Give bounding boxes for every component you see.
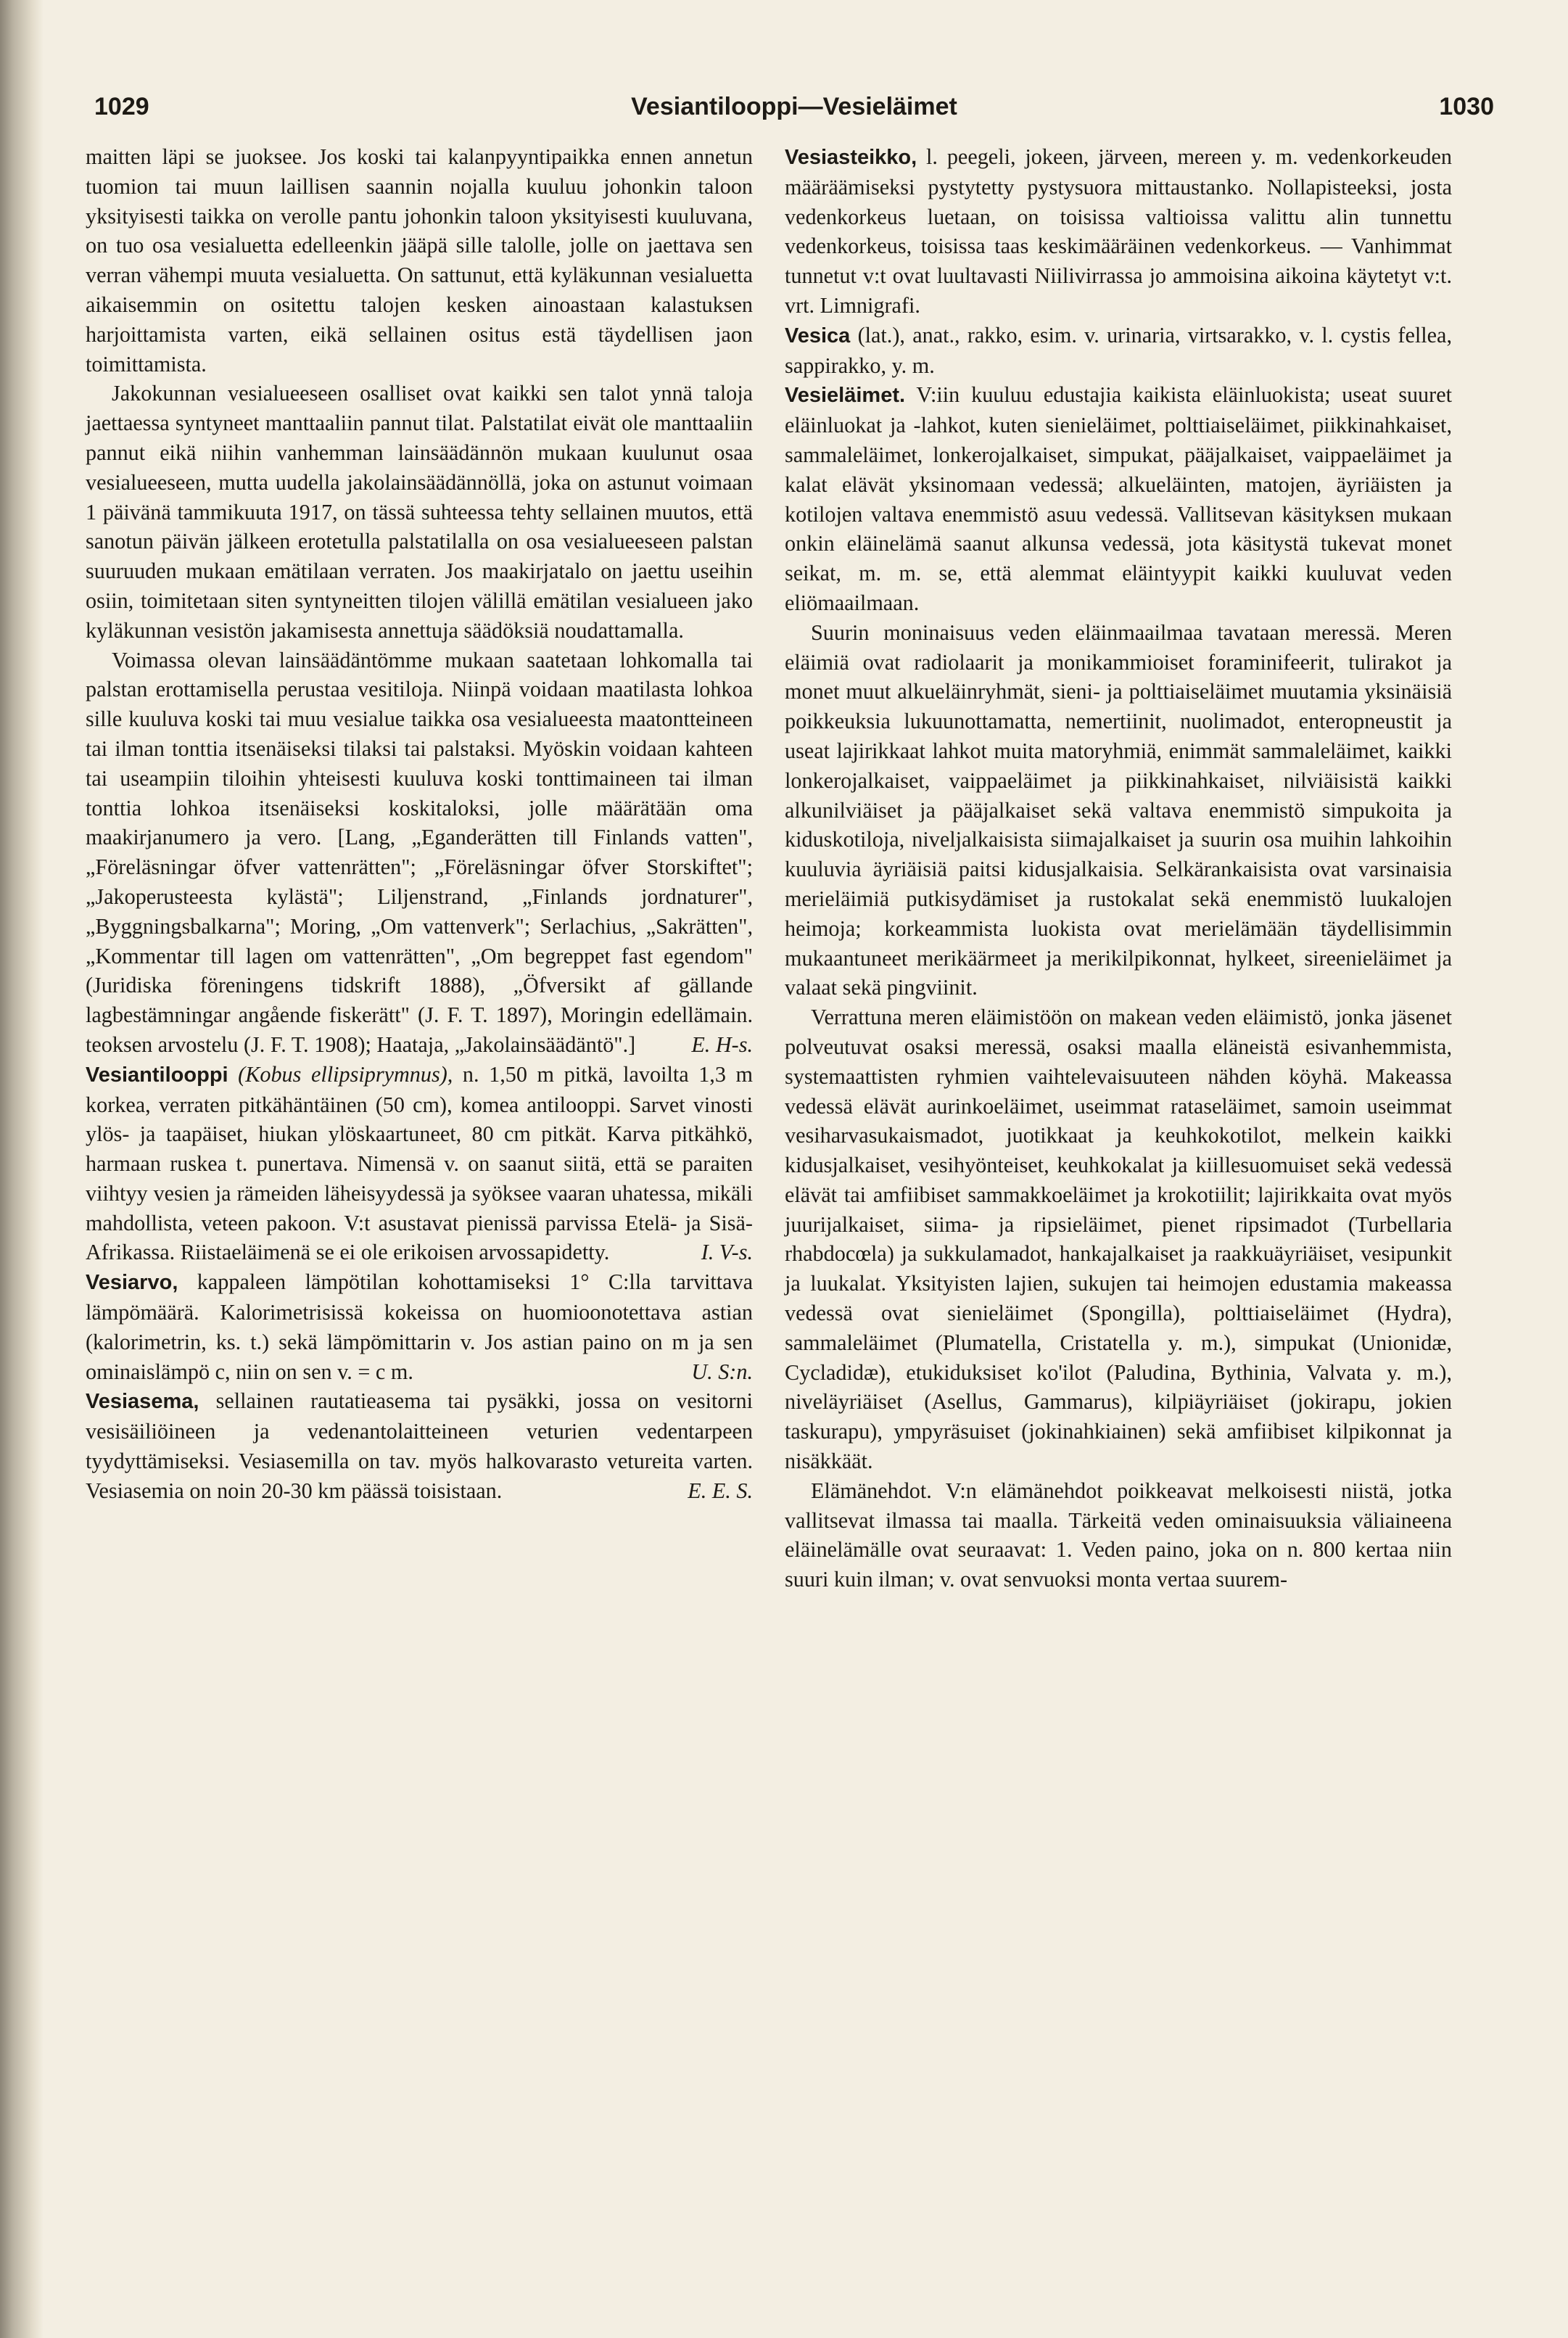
paragraph <box>86 646 753 1060</box>
entry-vesica <box>785 321 1452 381</box>
paragraph-text: Voimassa olevan lainsäädäntömme mukaan saatetaan lohkomalla tai palstan erottamisella perustaa vesitiloja. Niinpä voidaan maatilasta lohkoa sille kuuluva koski tai muu vesialue taikka osa vesialueesta maatontteineen tai ilman tonttia itsenäiseksi tilaksi tai palstaksi. Myöskin voidaan kahteen tai useampiin tiloihin yhteisesti kuuluva koski tonttimaineen tai ilman tonttia lohkoa itsenäiseksi koskitaloksi, jolle määrätään oma maakirjanumero ja vero. [Lang, „Eganderätten till Finlands vatten", „Föreläsningar öfver vattenrätten"; „Föreläsningar öfver Storskiftet"; „Jakoperusteesta kylästä"; Liljenstrand, „Finlands jordnaturer", „Byggningsbalkarna"; Moring, „Om vattenverk"; Serlachius, „Sakrätten", „Kommentar till lagen om vattenrätten", „Om begreppet fast egendom" (Juridiska föreningens tidskrift 1888), „Öfversikt af gällande lagbestämningar angående fiskerätt" (J. F. T. 1897), Moringin edellämain. teoksen arvostelu (J. F. T. 1908); Haataja, „Jakolainsäädäntö".] <box>86 647 753 1057</box>
entry-text: kappaleen lämpötilan kohottamiseksi 1° C:lla tarvittava lämpömäärä. Kalorimetrisissä kokeissa on huomioonotettava astian (kalorimetrin, ks. t.) sekä lämpömittarin v. Jos astian paino on m ja sen ominaislämpö c, niin on sen v. = c m. <box>86 1269 753 1384</box>
paragraph: Elämänehdot. V:n elämänehdot poikkeavat melkoisesti niistä, jotka vallitsevat ilmassa tai maalla. Tärkeitä veden ominaisuuksia väliaineena eläinelämälle ovat seuraavat: 1. Veden paino, joka on n. 800 kertaa niin suuri kuin ilman; v. ovat senvuoksi monta vertaa suurem- <box>785 1478 1452 1592</box>
entry-headword: Vesiasteikko, <box>785 146 917 169</box>
entry-vesiantilooppi <box>86 1060 753 1268</box>
paragraph: Jakokunnan vesialueeseen osalliset ovat kaikki sen talot ynnä taloja jaettaessa syntyneet manttaaliin pannut tilat. Palstatilat eivät ole manttaaliin pannut eikä niihin vanhemman lainsäädännön mukaan kuulunut osaa vesialueeseen, mutta uudella jakolainsäädännöllä, joka on astunut voimaan 1 päivänä tammikuuta 1917, on tässä suhteessa tehty sellainen muutos, että sanotun päivän jälkeen erotetulla palstatilalla on osa vesialueeseen palstan suuruuden mukaan emätilaan verraten. Jos maakirjatalo on jaettu useihin osiin, toimitetaan siten syntyneitten tilojen välillä emätilan vesialueen jako kyläkunnan vesistön jakamisesta annettuja säädöksiä noudattamalla. <box>86 381 753 643</box>
entry-headword: Vesieläimet. <box>785 384 906 408</box>
entry-vesiasteikko <box>785 142 1452 321</box>
entry-text: l. peegeli, jokeen, järveen, mereen y. m. vedenkorkeuden määräämiseksi pystytetty pystysuora mittaustanko. Nollapisteeksi, josta vedenkorkeus luetaan, on toisissa valtioissa valittu alin tunnettu vedenkorkeus, toisissa taas keskimääräinen vedenkorkeus. — Vanhimmat tunnetut v:t ovat luultavasti Niilivirrassa jo ammoisina aikoina käytetyt v:t. vrt. Limnigrafi. <box>785 144 1453 318</box>
entry-text: V:iin kuuluu edustajia kaikista eläinluokista; useat suuret eläinluokat ja -lahkot, kuten sienieläimet, polttiaiseläimet, piikkinahkaiset, sammaleläimet, lonkerojalkaiset, simpukat, pääjalkaiset, vaippaeläimet ja kalat elävät yksinomaan vedessä; alkueläinten, matojen, äyriäisten ja kotilojen valtava enemmistö asuu vedessä. Vallitsevan käsityksen mukaan onkin eläinelämä saanut alkunsa vedessä, jota käsitystä tukevat monet seikat, m. m. se, että alemmat eläintyypit kaikki kuuluvat veden eliömaailmaan. <box>785 382 1452 615</box>
entry-headword: Vesiarvo, <box>86 1271 178 1295</box>
right-column <box>785 142 1452 1594</box>
left-column <box>86 142 753 1506</box>
entry-vesiarvo <box>86 1267 753 1386</box>
paragraph: maitten läpi se juoksee. Jos koski tai kalanpyyntipaikka ennen annetun tuomion tai muun laillisen saannin nojalla kuuluu johonkin taloon yksityisesti taikka on verolle pantu johonkin taloon yksityisesti kuuluvana, on tuo osa vesialuetta edelleenkin jääpä sille talolle, jolle on jaettava sen verran vähempi muuta vesialuetta. On sattunut, että kyläkunnan vesialuetta aikaisemmin on ositettu talojen kesken ainoastaan kalastuksen harjoittamista varten, eikä sellainen ositus estä täydellisen jaon toimittamista. <box>86 144 753 376</box>
running-header <box>94 93 1494 129</box>
entry-latin-name: (Kobus ellipsiprymnus), <box>238 1061 453 1087</box>
entry-text: n. 1,50 m pitkä, lavoilta 1,3 m korkea, verraten pitkähäntäinen (50 cm), komea antilooppi. Sarvet vinosti ylös- ja taapäiset, hiukan ylöskaartuneet, 80 cm pitkät. Karva pitkähkö, harmaan ruskea t. punertava. Nimensä v. on saanut siitä, että se paraiten viihtyy vesien ja rämeiden läheisyydessä ja syöksee vaaran uhatessa, mikäli mahdollista, veteen pakoon. V:t asustavat pienissä parvissa Etelä- ja Sisä-Afrikassa. Riistaeläimenä se ei ole erikoisen arvossapidetty. <box>86 1061 753 1265</box>
author-signature: E. E. S. <box>688 1478 753 1503</box>
author-signature: U. S:n. <box>691 1359 753 1384</box>
entry-text: sellainen rautatieasema tai pysäkki, jossa on vesitorni vesisäiliöineen ja vedenantolaitteineen veturien vedentarpeen tyydyttämiseksi. Vesiasemilla on tav. myös halkovarasto vetureita varten. Vesiasemia on noin 20-30 km päässä toisistaan. <box>86 1388 753 1503</box>
book-binding-shadow <box>0 0 44 2338</box>
paragraph: Suurin moninaisuus veden eläinmaailmaa tavataan meressä. Meren eläimiä ovat radiolaarit ja monikammioiset foraminifeerit, tulirakot ja monet muut alkueläinryhmät, sieni- ja polttiaiseläimet muutamia yksinäisiä poikkeuksia lukuunottamatta, nemertiinit, nuolimadot, enteropneustit ja useat lajirikkaat lahkot muita matoryhmiä, enimmät sammaleläimet, kaikki lonkerojalkaiset, vaippaeläimet ja piikkinahkaiset, nilviäisistä kaikki alkunilviäiset ja pääjalkaiset sekä valtava enemmistö simpukoita ja kiduskotiloja, niveljalkaisista siimajalkaiset ja suurin osa muihin lahkoihin kuuluvia äyriäisiä paitsi kidusjalkaisia. Selkärankaisista ovat varsinaisia merieläimiä putkisydämiset ja rustokalat sekä enemmistö luukalojen heimoja; korkeammista luokista ovat merielämään täydellisimmin mukaantuneet merikäärmeet ja merikilpikonnat, hylkeet, sireenieläimet ja valaat sekä pingviinit. <box>785 620 1452 1000</box>
page-number-left: 1029 <box>94 93 149 120</box>
entry-text: (lat.), anat., rakko, esim. v. urinaria, virtsarakko, v. l. cystis fellea, sappirakko, y. m. <box>785 322 1453 378</box>
entry-headword: Vesiasema, <box>86 1390 199 1414</box>
entry-headword: Vesiantilooppi <box>86 1063 228 1087</box>
running-title: Vesiantilooppi—Vesieläimet <box>631 93 957 120</box>
paragraph: Verrattuna meren eläimistöön on makean veden eläimistö, jonka jäsenet polveutuvat osaksi meressä, osaksi maalla eläneistä esivanhemmista, systemaattisten ryhmien vaihtelevaisuuteen nähden köyhä. Makeassa vedessä elävät aurinkoeläimet, useimmat rataseläimet, samoin useimmat vesiharvasukaismadot, juotikkaat ja keuhkokotilot, melkein kaikki kidusjalkaiset, vesihyönteiset, keuhkokalat ja kiillesuomuiset sekä vedessä elävät tai amfiibiset sammakkoeläimet ja krokotiilit; lajirikkaita ovat myös juurijalkaiset, siima- ja ripsieläimet, pienet ripsimadot (Turbellaria rhabdocœla) ja sukkulamadot, hankajalkaiset ja raakkuäyriäiset, vesipunkit ja luukalat. Yksityisten lajien, sukujen tai heimojen edustamia makeassa vedessä ovat sienieläimet (Spongilla), polttiaiseläimet (Hydra), sammaleläimet (Plumatella, Cristatella y. m.), simpukat (Unionidæ, Cycladidæ), etukiduksiset ko'ilot (Paludina, Bythinia, Valvata y. m.), niveläyriäiset (Asellus, Gammarus), kilpiäyriäiset (jokirapu, jokien taskurapu), ympyräsuiset (jokinahkiainen) sekä amfiibiset kilpikonnat ja nisäkkäät. <box>785 1005 1452 1474</box>
entry-vesielaimet <box>785 380 1452 617</box>
author-signature: E. H-s. <box>691 1032 753 1057</box>
page-number-right: 1030 <box>1439 93 1494 120</box>
author-signature: I. V-s. <box>701 1240 753 1265</box>
entry-vesiasema <box>86 1386 753 1505</box>
entry-headword: Vesica <box>785 324 851 347</box>
